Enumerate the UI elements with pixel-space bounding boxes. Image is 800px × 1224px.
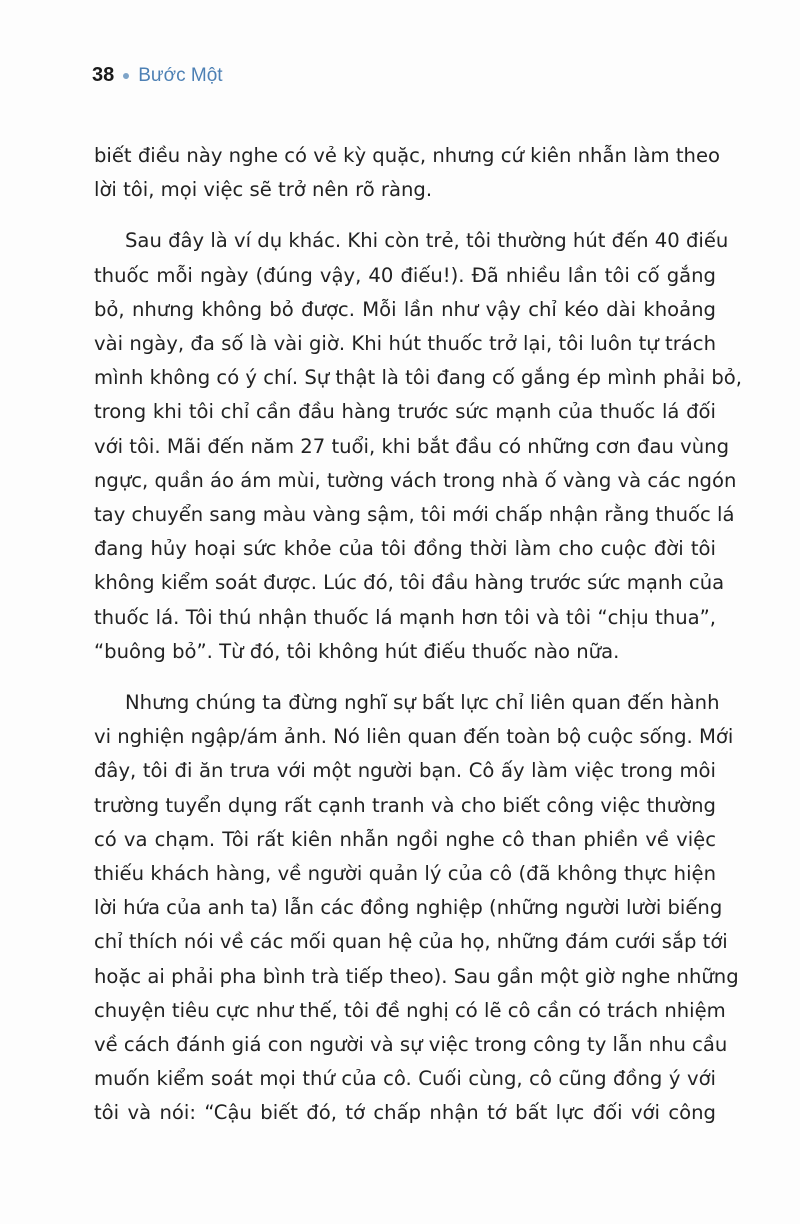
- text-line: Nhưng chúng ta đừng nghĩ sự bất lực chỉ liên quan đến hành: [125, 691, 720, 715]
- text-line: chỉ thích nói về các mối quan hệ của họ, những đám cưới sắp tới: [94, 930, 728, 954]
- text-line: bỏ, nhưng không bỏ được. Mỗi lần như vậy chỉ kéo dài khoảng: [94, 297, 716, 321]
- body-text: [94, 139, 743, 1148]
- paragraph: [94, 686, 739, 1131]
- text-line: tay chuyển sang màu vàng sậm, tôi mới chấp nhận rằng thuốc lá: [94, 503, 735, 527]
- text-line: hoặc ai phải pha bình trà tiếp theo). Sau gần một giờ nghe những: [94, 964, 739, 988]
- text-line: mình không có ý chí. Sự thật là tôi đang cố gắng ép mình phải bỏ,: [94, 366, 743, 390]
- text-line: thuốc lá. Tôi thú nhận thuốc lá mạnh hơn tôi và tôi “chịu thua”,: [94, 605, 716, 629]
- text-line: biết điều này nghe có vẻ kỳ quặc, nhưng cứ kiên nhẫn làm theo: [94, 144, 721, 167]
- text-line: chuyện tiêu cực như thế, tôi đề nghị có lẽ cô cần có trách nhiệm: [94, 998, 726, 1022]
- text-line: Sau đây là ví dụ khác. Khi còn trẻ, tôi thường hút đến 40 điếu: [125, 229, 729, 253]
- chapter-title: Bước Một: [138, 64, 223, 86]
- text-line: không kiểm soát được. Lúc đó, tôi đầu hàng trước sức mạnh của: [94, 571, 725, 595]
- paragraph: [94, 139, 721, 207]
- running-header: [92, 64, 223, 87]
- text-line: đang hủy hoại sức khỏe của tôi đồng thời làm cho cuộc đời tôi: [94, 537, 716, 561]
- text-line: về cách đánh giá con người và sự việc trong công ty lẫn nhu cầu: [94, 1033, 728, 1057]
- paragraph: [94, 224, 743, 669]
- text-line: muốn kiểm soát mọi thứ của cô. Cuối cùng, cô cũng đồng ý với: [94, 1067, 716, 1091]
- page-number: 38: [92, 64, 115, 86]
- text-line: đây, tôi đi ăn trưa với một người bạn. Cô ấy làm việc trong môi: [94, 759, 716, 783]
- text-line: có va chạm. Tôi rất kiên nhẫn ngồi nghe cô than phiền về việc: [94, 827, 716, 851]
- text-line: tôi và nói: “Cậu biết đó, tớ chấp nhận tớ bất lực đối với công: [94, 1101, 716, 1125]
- text-line: thiếu khách hàng, về người quản lý của cô (đã không thực hiện: [94, 862, 716, 886]
- text-line: lời tôi, mọi việc sẽ trở nên rõ ràng.: [94, 178, 433, 202]
- text-line: vài ngày, đa số là vài giờ. Khi hút thuốc trở lại, tôi luôn tự trách: [94, 332, 716, 356]
- text-line: ngực, quần áo ám mùi, tường vách trong nhà ố vàng và các ngón: [94, 468, 737, 492]
- text-line: “buông bỏ”. Từ đó, tôi không hút điếu thuốc nào nữa.: [94, 639, 620, 663]
- text-line: lời hứa của anh ta) lẫn các đồng nghiệp (những người lười biếng: [94, 896, 723, 920]
- text-line: thuốc mỗi ngày (đúng vậy, 40 điếu!). Đã nhiều lần tôi cố gắng: [94, 263, 716, 287]
- text-line: vi nghiện ngập/ám ảnh. Nó liên quan đến toàn bộ cuộc sống. Mới: [94, 725, 734, 749]
- text-line: với tôi. Mãi đến năm 27 tuổi, khi bắt đầu có những cơn đau vùng: [94, 434, 730, 458]
- separator-dot-icon: [123, 73, 129, 79]
- text-line: trong khi tôi chỉ cần đầu hàng trước sức mạnh của thuốc lá đối: [94, 400, 716, 424]
- text-line: trường tuyển dụng rất cạnh tranh và cho biết công việc thường: [94, 793, 716, 817]
